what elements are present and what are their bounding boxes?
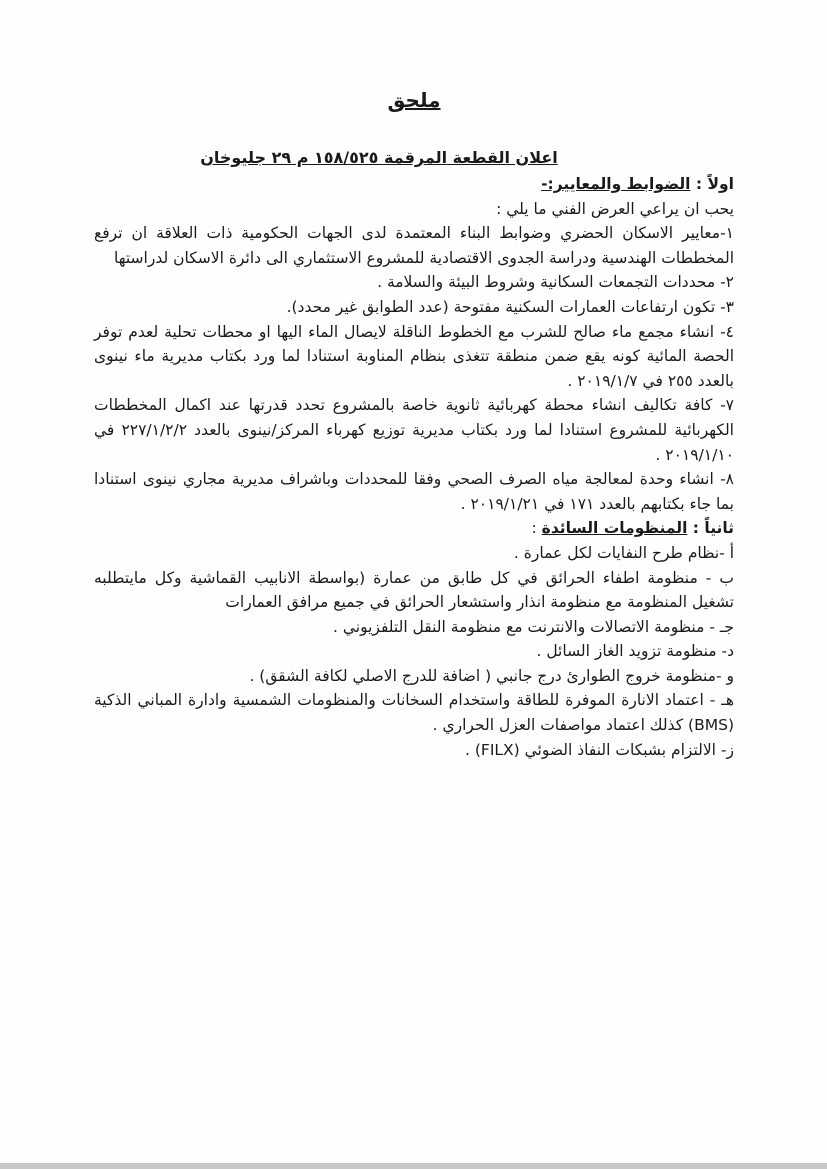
section-1-item-8: ٨- انشاء وحدة لمعالجة مياه الصرف الصحي وفقا للمحددات وباشراف مديرية مجاري نينوى استنادا بما جاء بكتابهم بالعدد ١٧١ في ٢٠١٩/١/٢١ . (94, 470, 734, 513)
document-title: ملحق (387, 88, 441, 112)
section-2-item-b: ب - منظومة اطفاء الحرائق في كل طابق من عمارة (بواسطة الانابيب القماشية وكل مايتطلبه تشغيل المنظومة مع منظومة انذار واستشعار الحرائق في جميع مرافق العمارات (94, 568, 734, 612)
document-body (94, 88, 734, 762)
section-1-item-4: ٤- انشاء مجمع ماء صالح للشرب مع الخطوط الناقلة لايصال الماء اليها او محطات تحلية لعدم توفر الحصة المائية كونه يقع ضمن منطقة تتغذى بنظام المناوبة استنادا لما ورد بكتاب مديرية ماء نينوى بالعدد ٢٥٥ في ٢٠١٩/١/٧ . (94, 322, 734, 390)
page-bottom-edge (0, 1163, 827, 1169)
section-2-item-d: د- منظومة تزويد الغاز السائل . (536, 642, 734, 661)
section-1-item-2: ٢- محددات التجمعات السكانية وشروط البيئة والسلامة . (377, 273, 734, 292)
section-2-item-h: هـ - اعتماد الانارة الموفرة للطاقة واستخدام السخانات والمنظومات الشمسية وادارة المباني الذكية (BMS) كذلك اعتماد مواصفات العزل الحراري . (94, 691, 734, 735)
document-subtitle: اعلان القطعة المرقمة ١٥٨/٥٢٥ م ٢٩ جليوخان (200, 148, 558, 167)
section-1-number: اولاً : (695, 175, 734, 193)
section-1-item-1: ١-معايير الاسكان الحضري وضوابط البناء المعتمدة لدى الجهات الحكومية ذات العلاقة ان ترفع المخططات الهندسية ودراسة الجدوى الاقتصادية للمشروع الاستثماري الى دائرة الاسكان لدراستها (94, 224, 734, 267)
section-1-item-7: ٧- كافة تكاليف انشاء محطة كهربائية ثانوية خاصة بالمشروع تحدد قدرتها عند اكمال المخططات الكهربائية للمشروع استنادا لما ورد بكتاب مديرية توزيع كهرباء المركز/نينوى بالعدد ٢٢٧/١/٢/٢ في ٢٠١٩/١/١٠ . (94, 396, 734, 464)
section-1-intro: يحب ان يراعي العرض الفني ما يلي : (496, 199, 734, 218)
section-1-item-3: ٣- تكون ارتفاعات العمارات السكنية مفتوحة (عدد الطوابق غير محدد). (286, 297, 734, 316)
section-2-item-a: أ -نظام طرح النفايات لكل عمارة . (513, 543, 734, 562)
section-2-heading (94, 516, 734, 541)
section-2-item-c: جـ - منظومة الاتصالات والانترنت مع منظومة النقل التلفزيوني . (332, 617, 734, 636)
section-2-suffix: : (531, 519, 542, 538)
section-2-number: ثانياً : (692, 519, 734, 538)
section-2-item-w: و -منظومة خروج الطوارئ درج جانبي ( اضافة للدرج الاصلي لكافة الشقق) . (249, 666, 734, 685)
section-1-heading (94, 172, 734, 197)
section-1-title: الضوابط والمعايير:- (541, 175, 691, 193)
section-2-title: المنظومات السائدة (541, 519, 688, 538)
section-2-item-z: ز- الالتزام بشبكات النفاذ الضوئي (FILX) . (465, 740, 734, 759)
